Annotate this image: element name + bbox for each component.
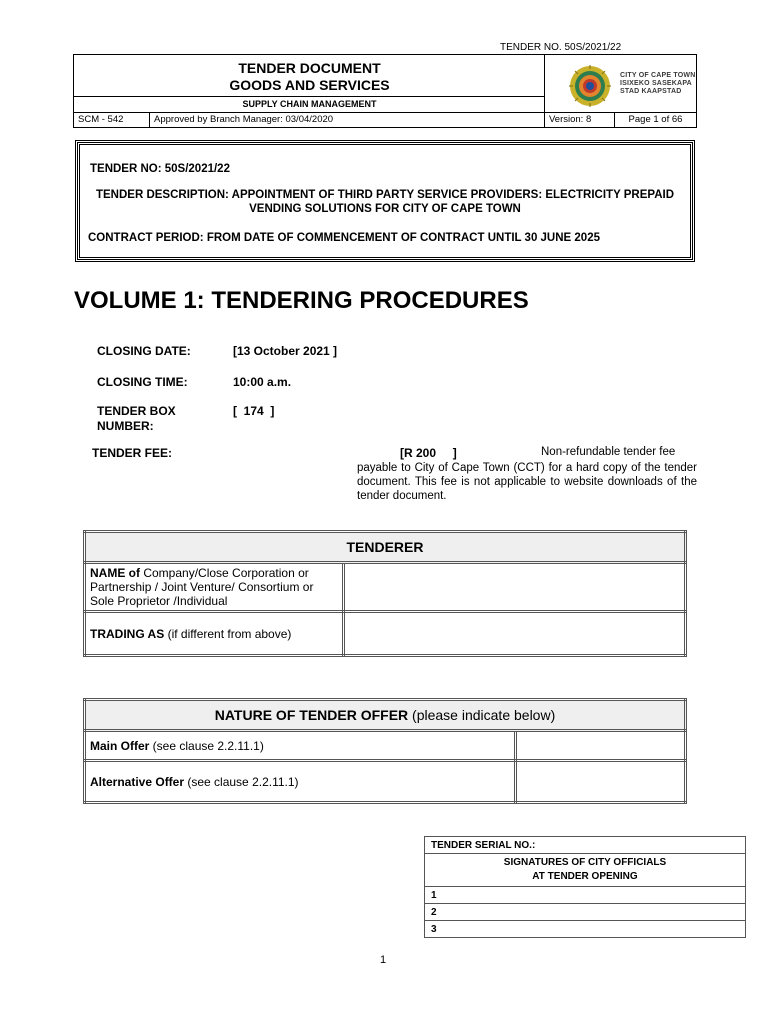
main-offer-field[interactable] — [516, 731, 686, 761]
tender-reference-top: TENDER NO. 50S/2021/22 — [500, 42, 622, 53]
header-title-block — [74, 55, 545, 112]
signature-row-1[interactable]: 1 — [425, 887, 746, 904]
closing-time-label: CLOSING TIME: — [97, 375, 188, 389]
company-name-label — [85, 563, 344, 612]
contract-period: CONTRACT PERIOD: FROM DATE OF COMMENCEMENT OF CONTRACT UNTIL 30 JUNE 2025 — [88, 232, 600, 244]
nature-heading — [85, 700, 686, 731]
closing-date-value: [13 October 2021 ] — [233, 344, 338, 358]
logo-line: ISIXEKO SASEKAPA — [620, 80, 692, 87]
tender-number: TENDER NO: 50S/2021/22 — [90, 163, 230, 175]
alternative-offer-label-bold: Alternative Offer — [90, 774, 185, 789]
header-info-row — [74, 112, 696, 127]
logo-line: STAD KAAPSTAD — [620, 88, 682, 95]
approval-info: Approved by Branch Manager: 03/04/2020 — [150, 113, 545, 128]
tender-fee-label: TENDER FEE: — [92, 446, 173, 460]
signature-row-3[interactable]: 3 — [425, 921, 746, 938]
tender-fee-note: payable to City of Cape Town (CCT) for a hard copy of the tender document. This fee is not applicable to website downloads of the tender document. — [357, 462, 697, 502]
tender-fee-value: [R 200 ] — [400, 446, 457, 460]
trading-as-label — [85, 612, 344, 656]
tender-serial-label: TENDER SERIAL NO.: — [425, 837, 746, 854]
header-title-line1: TENDER DOCUMENT — [238, 60, 381, 76]
signatures-heading-line2: AT TENDER OPENING — [532, 871, 638, 882]
volume-heading: VOLUME 1: TENDERING PROCEDURES — [74, 287, 529, 314]
document-header — [73, 54, 697, 128]
tender-description-box — [77, 142, 693, 260]
tender-serial-table — [424, 836, 746, 938]
alternative-offer-label-rest: (see clause 2.2.11.1) — [184, 774, 299, 789]
nature-heading-rest: (please indicate below) — [408, 707, 556, 723]
alternative-offer-field[interactable] — [516, 761, 686, 803]
trading-as-label-bold: TRADING AS — [90, 626, 165, 641]
version-info: Version: 8 — [545, 113, 615, 128]
signatures-heading-line1: SIGNATURES OF CITY OFFICIALS — [503, 857, 667, 868]
nature-heading-bold: NATURE OF TENDER OFFER — [214, 707, 409, 723]
main-offer-label-bold: Main Offer — [90, 738, 150, 753]
nature-of-offer-table — [83, 698, 687, 804]
tender-box-label: TENDER BOX NUMBER: — [97, 404, 176, 433]
trading-as-label-rest: (if different from above) — [164, 626, 292, 641]
main-offer-label — [85, 731, 516, 761]
company-name-label-bold: NAME of — [90, 566, 140, 580]
city-of-cape-town-logo-icon — [569, 65, 611, 107]
tender-box-value: [ 174 ] — [233, 404, 275, 418]
closing-date-label: CLOSING DATE: — [97, 344, 191, 358]
alternative-offer-label — [85, 761, 516, 803]
tender-description: TENDER DESCRIPTION: APPOINTMENT OF THIRD PARTY SERVICE PROVIDERS: ELECTRICITY PREPAID VENDING SOLUTIONS FOR CITY OF CAPE TOWN — [95, 189, 675, 215]
signatures-heading — [425, 854, 746, 887]
header-subtitle: SUPPLY CHAIN MANAGEMENT — [74, 96, 545, 112]
header-title-line2: GOODS AND SERVICES — [229, 77, 390, 93]
closing-time-value: 10:00 a.m. — [233, 375, 292, 389]
tenderer-table — [83, 530, 687, 657]
form-code: SCM - 542 — [74, 113, 150, 128]
company-name-field[interactable] — [344, 563, 686, 612]
company-name-label-rest: Company/Close Corporation or Partnership / Joint Venture/ Consortium or Sole Proprietor /Individual — [90, 566, 314, 608]
logo-line: CITY OF CAPE TOWN — [620, 72, 696, 79]
tenderer-heading: TENDERER — [85, 532, 686, 563]
page-number: 1 — [380, 954, 387, 966]
main-offer-label-rest: (see clause 2.2.11.1) — [149, 738, 264, 753]
signature-row-2[interactable]: 2 — [425, 904, 746, 921]
tender-fee-note-start: Non-refundable tender fee — [541, 446, 676, 458]
trading-as-field[interactable] — [344, 612, 686, 656]
logo-wordmark — [620, 72, 695, 96]
page-info: Page 1 of 66 — [628, 114, 683, 125]
